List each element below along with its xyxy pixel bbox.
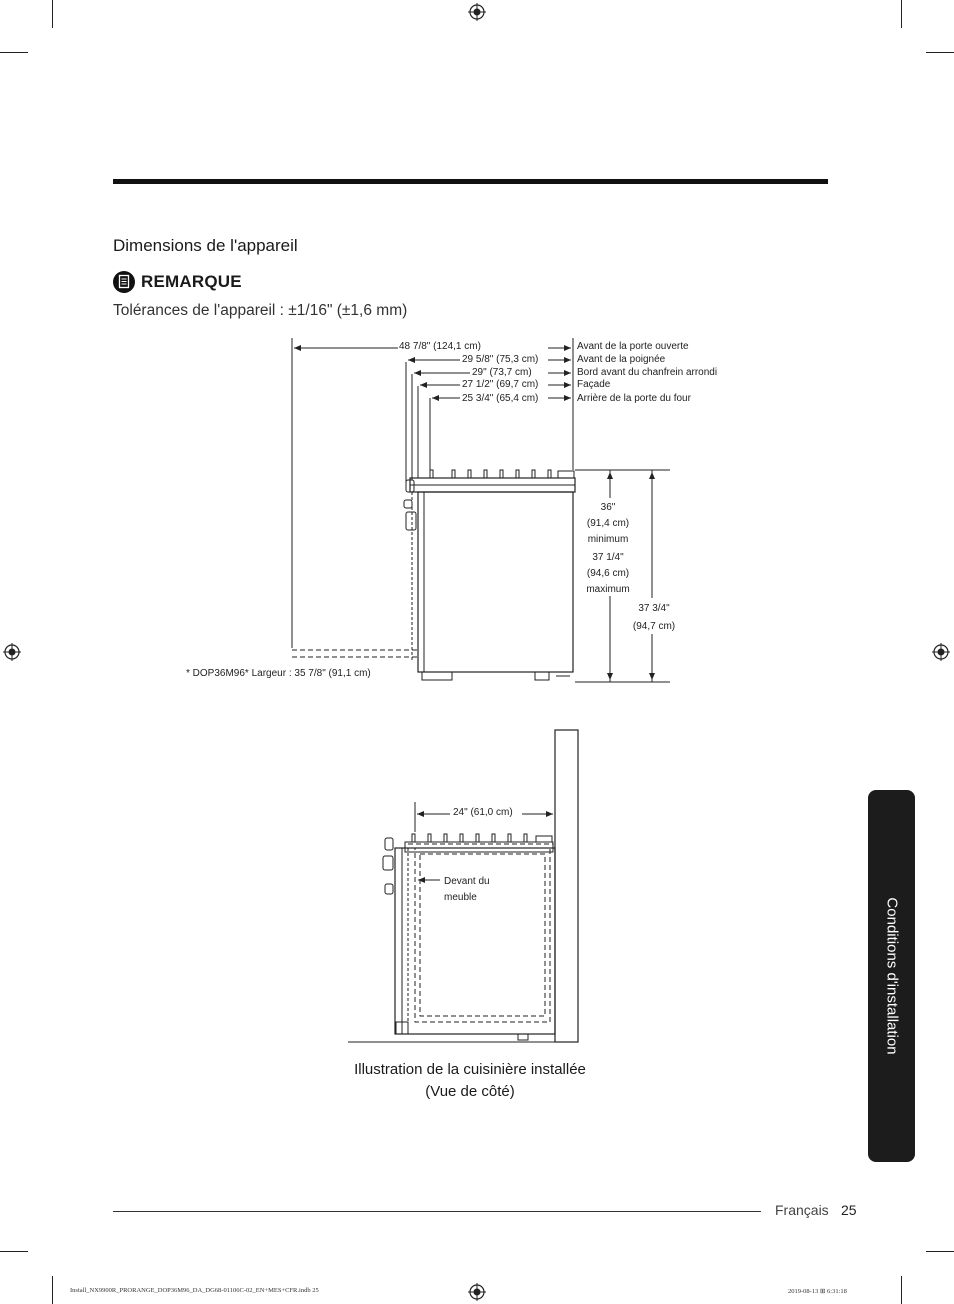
cabinet-front-line1: Devant du	[444, 876, 490, 887]
figure-caption-line1: Illustration de la cuisinière installée	[354, 1061, 586, 1078]
height-max-value: 37 1/4"	[592, 552, 624, 563]
note-label: REMARQUE	[141, 272, 242, 291]
dim-label-front: Façade	[577, 379, 611, 390]
crop-mark	[0, 1251, 28, 1252]
dim-value-door-back: 25 3/4" (65,4 cm)	[462, 393, 539, 404]
print-slug-date: 2019-08-13 ⊞ 6:31:18	[788, 1288, 847, 1295]
footer-rule	[113, 1211, 761, 1212]
height-max-label	[580, 550, 636, 598]
overall-height-metric: (94,7 cm)	[632, 621, 676, 632]
crop-mark	[926, 1251, 954, 1252]
chapter-side-tab	[868, 790, 915, 1162]
overall-height-value: 37 3/4"	[638, 603, 670, 614]
height-min-value: 36"	[600, 502, 616, 513]
dim-value-open-door: 48 7/8" (124,1 cm)	[399, 341, 481, 352]
dim-label-handle: Avant de la poignée	[577, 354, 666, 365]
dim-label-open-door: Avant de la porte ouverte	[577, 341, 689, 352]
cabinet-depth-label: 24" (61,0 cm)	[453, 807, 513, 818]
dim-label-chamfer: Bord avant du chanfrein arrondi	[577, 367, 718, 378]
section-title: Dimensions de l'appareil	[113, 236, 298, 255]
cabinet-front-label	[444, 874, 490, 906]
overall-height-label	[626, 600, 682, 636]
dim-value-chamfer: 29" (73,7 cm)	[472, 367, 532, 378]
height-max-qualifier: maximum	[586, 584, 630, 595]
height-min-qualifier: minimum	[587, 534, 629, 545]
dim-value-front: 27 1/2" (69,7 cm)	[462, 379, 539, 390]
crop-mark	[52, 1276, 53, 1304]
cabinet-front-line2: meuble	[444, 892, 477, 903]
width-note: * DOP36M96* Largeur : 35 7/8" (91,1 cm)	[186, 668, 371, 679]
page-number: 25	[841, 1202, 857, 1218]
height-max-metric: (94,6 cm)	[586, 568, 630, 579]
height-min-metric: (91,4 cm)	[586, 518, 630, 529]
height-min-label	[580, 500, 636, 548]
dim-label-door-back: Arrière de la porte du four	[577, 393, 691, 404]
registration-mark-icon	[468, 1283, 486, 1301]
print-slug-file: Install_NX9900R_PRORANGE_DOP36M96_DA_DG68-01106C-02_EN+MES+CFR.indb 25	[70, 1287, 319, 1294]
footer-language: Français	[775, 1202, 829, 1218]
crop-mark	[901, 1276, 902, 1304]
figure-caption	[330, 1059, 610, 1103]
figure-caption-line2: (Vue de côté)	[425, 1083, 515, 1100]
dim-value-handle: 29 5/8" (75,3 cm)	[462, 354, 539, 365]
note-text: Tolérances de l'appareil : ±1/16" (±1,6 mm)	[113, 302, 408, 319]
chapter-side-tab-label: Conditions d'installation	[883, 897, 900, 1055]
